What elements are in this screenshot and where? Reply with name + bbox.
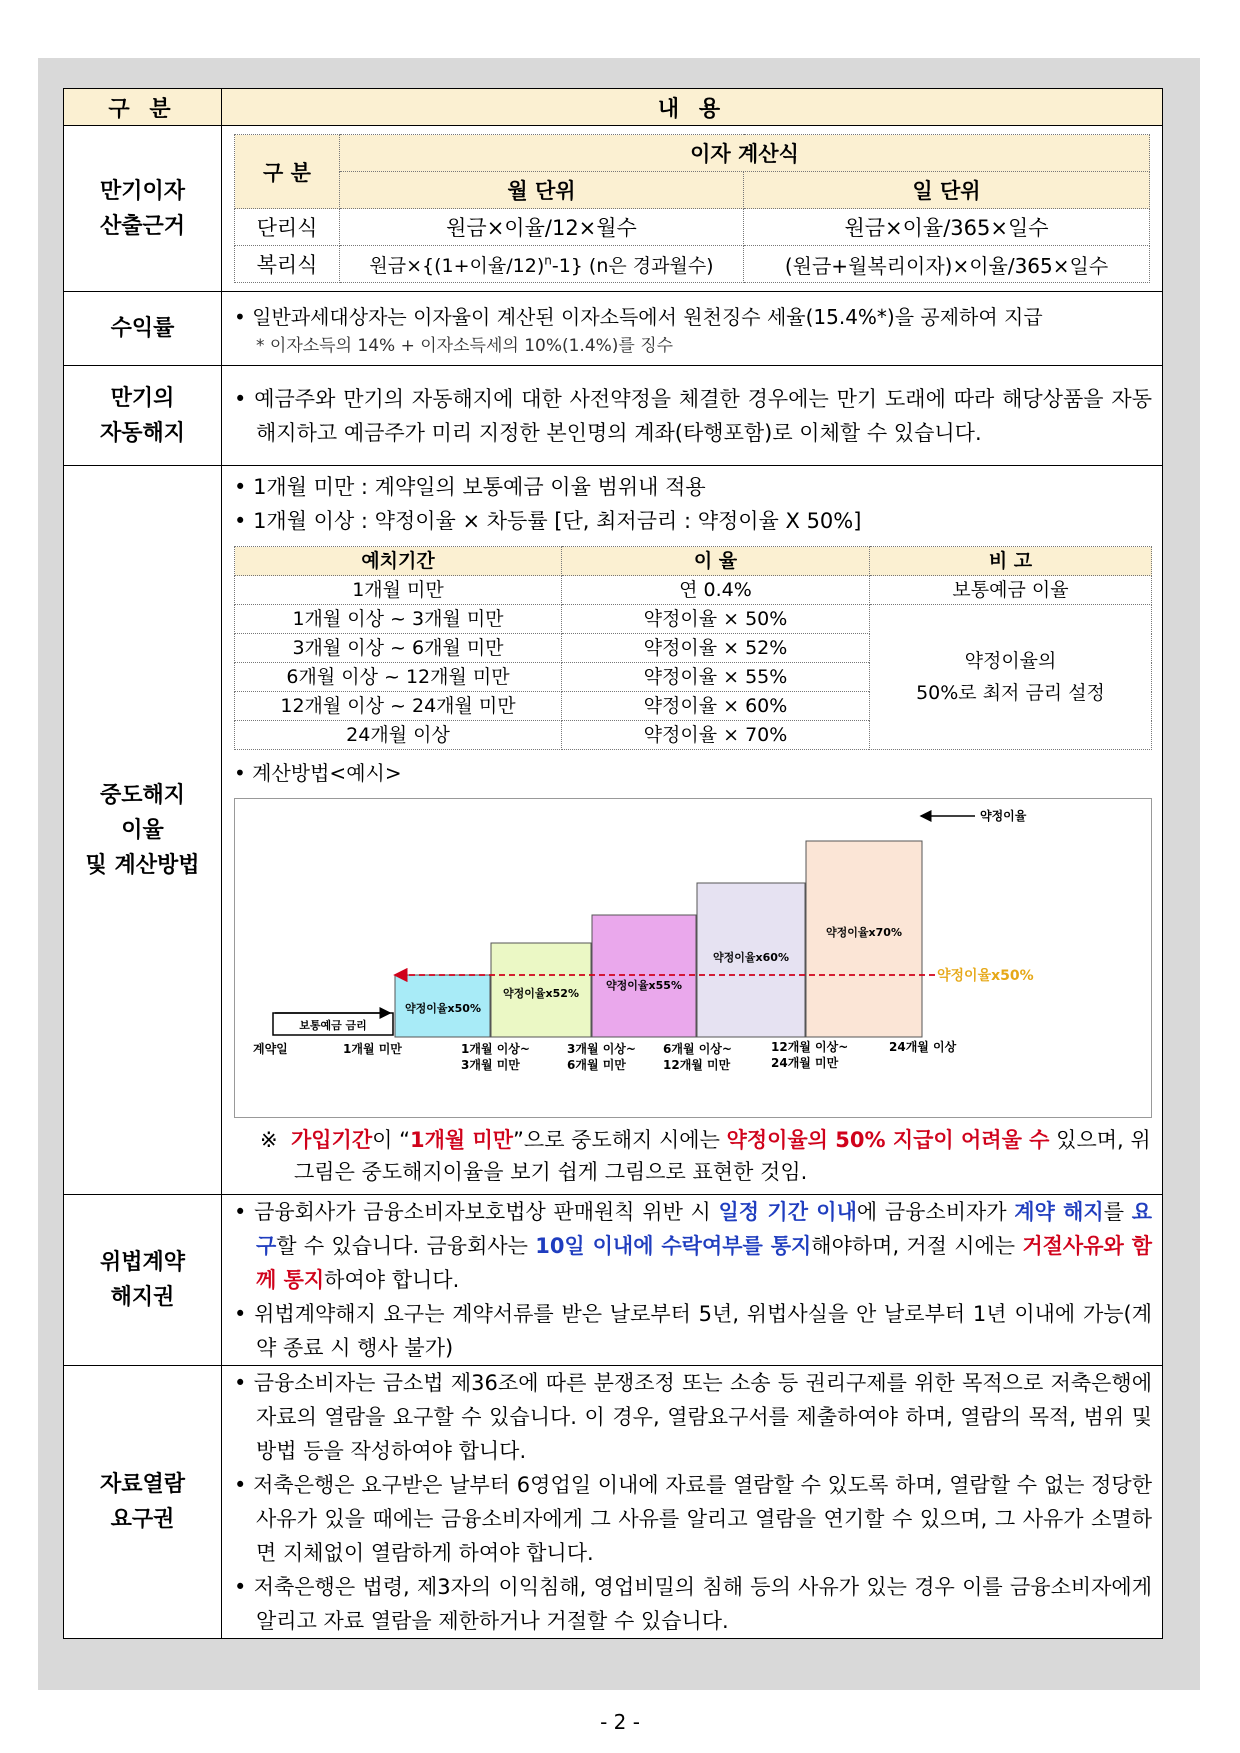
rate-period: 6개월 이상 ~ 12개월 미만 xyxy=(235,663,562,692)
mid-termination-warning xyxy=(234,1124,1152,1188)
simple-monthly: 원금×이율/12×월수 xyxy=(340,209,744,246)
label-line: 중도해지 xyxy=(99,782,185,808)
interest-formula-table xyxy=(234,134,1150,283)
x-label: 24개월 미만 xyxy=(771,1056,839,1070)
row-content xyxy=(222,1366,1163,1639)
x-label: 1개월 미만 xyxy=(343,1042,402,1056)
table-header xyxy=(64,89,1163,126)
compound-daily: (원금+월복리이자)×이율/365×일수 xyxy=(744,246,1150,283)
label-line: 및 계산방법 xyxy=(85,852,200,878)
yield-bullet: • 일반과세대상자는 이자율이 계산된 이자소득에서 원천징수 세율(15.4%*)을 공제하여 지급 xyxy=(234,300,1152,334)
rate-period: 1개월 이상 ~ 3개월 미만 xyxy=(235,605,562,634)
bar-label: 약정이율x50% xyxy=(405,1002,481,1015)
text-run: 에 금융소비자가 xyxy=(856,1200,1015,1224)
rate-period: 3개월 이상 ~ 6개월 미만 xyxy=(235,634,562,663)
bar-70 xyxy=(806,841,922,1037)
warn-highlight: 가입기간 xyxy=(290,1128,373,1152)
simple-label: 단리식 xyxy=(235,209,340,246)
rate-header-period: 예치기간 xyxy=(235,547,562,576)
reference-mark: ※ xyxy=(260,1128,278,1152)
header-col-content: 내 용 xyxy=(222,89,1163,126)
label-line: 자동해지 xyxy=(99,420,185,446)
yield-note: * 이자소득의 14% + 이자소득세의 10%(1.4%)를 징수 xyxy=(256,335,674,356)
x-label: 6개월 이상~ xyxy=(663,1042,732,1056)
warn-highlight: 1개월 미만 xyxy=(409,1128,514,1152)
rate-diagram xyxy=(234,798,1152,1118)
header-col-category: 구 분 xyxy=(64,89,222,126)
row-yield xyxy=(64,292,1163,366)
monthly-header: 월 단위 xyxy=(340,172,744,209)
row-content xyxy=(222,126,1163,292)
simple-daily: 원금×이율/365×일수 xyxy=(744,209,1150,246)
rate-value: 연 0.4% xyxy=(562,576,870,605)
red-highlight: 거절사유와 함께 통지 xyxy=(256,1234,1152,1292)
rate-period: 12개월 이상 ~ 24개월 미만 xyxy=(235,692,562,721)
rate-diagram-svg xyxy=(235,799,1149,1117)
label-line: 위법계약 xyxy=(99,1250,185,1275)
label-line: 요구권 xyxy=(110,1507,175,1532)
x-label: 12개월 이상~ xyxy=(771,1040,849,1054)
rate-note: 보통예금 이율 xyxy=(870,576,1152,605)
row-label xyxy=(64,1195,222,1366)
daily-header: 일 단위 xyxy=(744,172,1150,209)
rate-value: 약정이율 × 55% xyxy=(562,663,870,692)
docs-bullet-3: • 저축은행은 법령, 제3자의 이익침해, 영업비밀의 침해 등의 사유가 있는 경우 이를 금융소비자에게 알리고 자료 열람을 제한하거나 거절할 수 있습니다. xyxy=(234,1570,1152,1638)
base-rate-label: 보통예금 금리 xyxy=(299,1019,367,1032)
top-rate-label: 약정이율 xyxy=(980,809,1027,823)
row-illegal-contract xyxy=(64,1195,1163,1366)
row-label xyxy=(64,466,222,1195)
label-line: 해지권 xyxy=(110,1285,175,1310)
row-label: 수익률 xyxy=(64,292,222,366)
compound-label: 복리식 xyxy=(235,246,340,283)
illegal-bullet-2: • 위법계약해지 요구는 계약서류를 받은 날로부터 5년, 위법사실을 안 날로부터 1년 이내에 가능(계약 종료 시 행사 불가) xyxy=(234,1297,1152,1365)
rate-header-note: 비 고 xyxy=(870,547,1152,576)
row-content xyxy=(222,466,1163,1195)
blue-highlight: 계약 해지 xyxy=(1014,1200,1104,1224)
warn-text: ”으로 중도해지 시에는 xyxy=(513,1128,727,1152)
row-label xyxy=(64,366,222,466)
bar-label: 약정이율x52% xyxy=(503,987,579,1000)
formula-gubun-header: 구 분 xyxy=(235,135,340,209)
rate-header-rate: 이 율 xyxy=(562,547,870,576)
auto-termination-bullet: • 예금주와 만기의 자동해지에 대한 사전약정을 체결한 경우에는 만기 도래에 따라 해당상품을 자동해지하고 예금주가 미리 지정한 본인명의 계좌(타행포함)로 이체할 수 있습니다. xyxy=(234,382,1152,450)
label-line: 만기의 xyxy=(110,385,175,411)
bar-label: 약정이율x55% xyxy=(606,979,682,992)
warn-text: 이 “ xyxy=(372,1128,410,1152)
row-content xyxy=(222,366,1163,466)
blue-highlight: 10일 이내에 수락여부를 통지 xyxy=(535,1234,812,1258)
table-row xyxy=(235,576,1152,605)
bar-55 xyxy=(592,915,696,1037)
text-run: 해야하며, 거절 시에는 xyxy=(811,1234,1023,1258)
illegal-bullet-1 xyxy=(234,1195,1152,1297)
text-run: 하여야 합니다. xyxy=(324,1268,460,1292)
rate-value: 약정이율 × 60% xyxy=(562,692,870,721)
terms-table xyxy=(63,88,1163,1639)
label-line: 산출근거 xyxy=(99,213,185,239)
row-content xyxy=(222,1195,1163,1366)
floor-rate-label: 약정이율x50% xyxy=(937,968,1034,984)
mid-bullet-1: • 1개월 미만 : 계약일의 보통예금 이율 범위내 적용 xyxy=(234,470,1152,504)
compound-formula-exponent: n xyxy=(544,253,552,268)
compound-formula-a: 원금×{(1+이율/12) xyxy=(369,254,545,277)
rate-period: 24개월 이상 xyxy=(235,721,562,750)
x-label: 1개월 이상~ xyxy=(461,1042,530,1056)
row-label xyxy=(64,1366,222,1639)
rate-period: 1개월 미만 xyxy=(235,576,562,605)
bar-label: 약정이율x70% xyxy=(826,926,902,939)
row-mid-termination xyxy=(64,466,1163,1195)
x-label: 12개월 미만 xyxy=(663,1058,731,1072)
compound-formula-b: -1} (n은 경과월수) xyxy=(551,254,714,277)
formula-header: 이자 계산식 xyxy=(340,135,1150,172)
warn-text: 있으며, 위 그림은 중도해지이율을 보기 쉽게 그림으로 표현한 것임. xyxy=(294,1128,1151,1184)
rate-value: 약정이율 × 70% xyxy=(562,721,870,750)
docs-bullet-1: • 금융소비자는 금소법 제36조에 따른 분쟁조정 또는 소송 등 권리구제를 위한 목적으로 저축은행에 자료의 열람을 요구할 수 있습니다. 이 경우, 열람요구서를 제출하여야 하며, 열람의 목적, 범위 및 방법 등을 작성하여야 합니다. xyxy=(234,1366,1152,1468)
mid-rate-table xyxy=(234,546,1152,750)
compound-monthly xyxy=(340,246,744,283)
label-line: 만기이자 xyxy=(99,178,185,204)
label-line: 자료열람 xyxy=(99,1472,185,1497)
page-number: - 2 - xyxy=(600,1710,640,1734)
label-line: 이율 xyxy=(121,817,164,843)
rate-note-line: 50%로 최저 금리 설정 xyxy=(916,682,1105,704)
table-row xyxy=(235,605,1152,634)
row-auto-termination xyxy=(64,366,1163,466)
blue-highlight: 요구 xyxy=(256,1200,1152,1258)
text-run: 금융회사가 금융소비자보호법상 판매원칙 위반 시 xyxy=(254,1200,719,1224)
calc-method-title: • 계산방법<예시> xyxy=(234,756,1152,790)
docs-bullet-2: • 저축은행은 요구받은 날부터 6영업일 이내에 자료를 열람할 수 있도록 하며, 열람할 수 없는 정당한 사유가 있을 때에는 금융소비자에게 그 사유를 알리고 열람을 연기할 수 있으며, 그 사유가 소멸하면 지체없이 열람하게 하여야 합니다. xyxy=(234,1468,1152,1570)
rate-value: 약정이율 × 52% xyxy=(562,634,870,663)
row-maturity-interest xyxy=(64,126,1163,292)
rate-value: 약정이율 × 50% xyxy=(562,605,870,634)
bar-label: 약정이율x60% xyxy=(713,951,789,964)
blue-highlight: 일정 기간 이내 xyxy=(718,1200,857,1224)
x-label: 24개월 이상 xyxy=(889,1040,957,1054)
text-run: 를 xyxy=(1103,1200,1132,1224)
x-label: 6개월 미만 xyxy=(567,1058,626,1072)
x-label: 3개월 이상~ xyxy=(567,1042,636,1056)
row-content xyxy=(222,292,1163,366)
rate-note-line: 약정이율의 xyxy=(964,650,1057,672)
mid-bullet-2: • 1개월 이상 : 약정이율 × 차등률 [단, 최저금리 : 약정이율 X 50%] xyxy=(234,504,1152,538)
x-label: 계약일 xyxy=(253,1042,288,1056)
text-run: 할 수 있습니다. 금융회사는 xyxy=(276,1234,536,1258)
rate-note-floor xyxy=(870,605,1152,750)
row-document-access xyxy=(64,1366,1163,1639)
row-label xyxy=(64,126,222,292)
warn-highlight: 약정이율의 50% 지급이 어려울 수 xyxy=(726,1128,1050,1152)
x-label: 3개월 미만 xyxy=(461,1058,520,1072)
